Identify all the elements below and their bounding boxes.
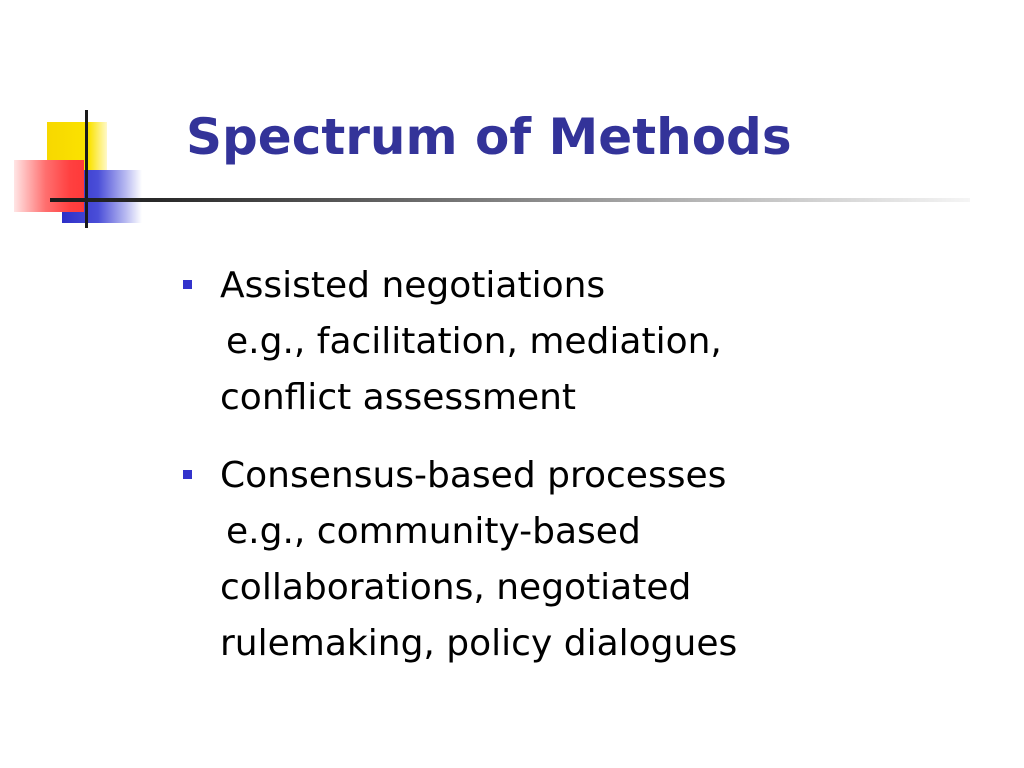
bullet-detail <box>220 504 983 672</box>
decorative-color-squares-icon <box>0 0 160 240</box>
slide-content <box>183 258 983 694</box>
bullet-heading: Consensus-based processes <box>220 455 727 496</box>
bullet-item-assisted-negotiations <box>183 258 983 426</box>
bullet-heading: Assisted negotiations <box>220 265 606 306</box>
bullet-detail-line: e.g., facilitation, mediation, <box>226 321 722 362</box>
bullet-detail <box>220 314 983 426</box>
title-underline-rule <box>50 198 970 202</box>
bullet-item-consensus-based-processes <box>183 448 983 672</box>
square-bullet-icon <box>183 280 192 289</box>
bullet-detail-line: collaborations, negotiated <box>220 567 692 608</box>
red-square <box>14 160 84 212</box>
bullet-detail-line: conflict assessment <box>220 377 577 418</box>
bullet-detail-line: rulemaking, policy dialogues <box>220 623 738 664</box>
bullet-detail-line: e.g., community-based <box>226 511 641 552</box>
square-bullet-icon <box>183 470 192 479</box>
slide-title: Spectrum of Methods <box>186 108 792 166</box>
vertical-crosshair-line <box>85 110 88 228</box>
